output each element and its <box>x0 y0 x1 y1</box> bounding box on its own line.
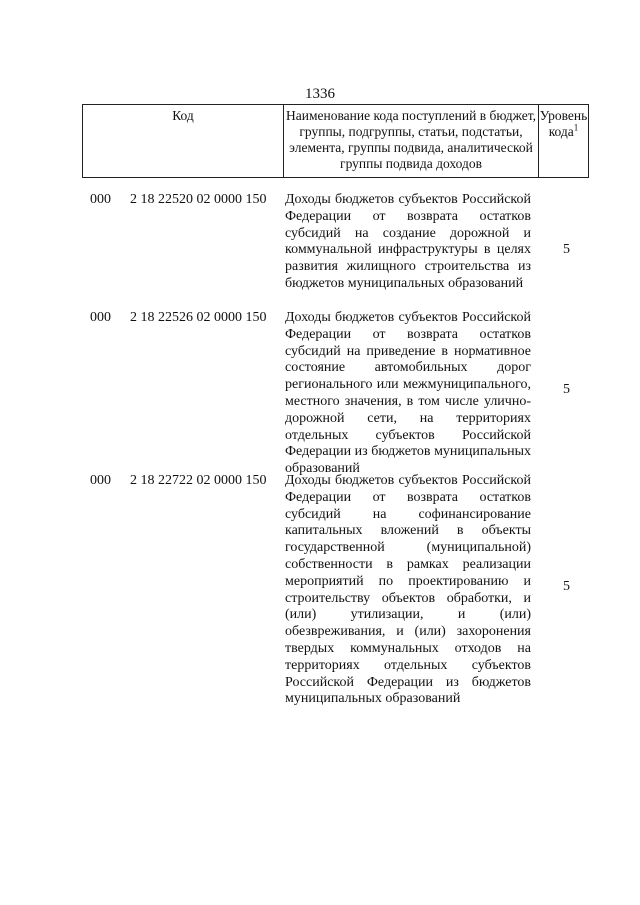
row-admin-code: 000 <box>90 192 111 207</box>
header-name: Наименование кода поступлений в бюджет, группы, подгруппы, статьи, подстатьи, элемента, группы подвида, аналитической группы подвида доходов <box>284 105 539 177</box>
row-code: 2 18 22526 02 0000 150 <box>130 310 267 325</box>
row-code: 2 18 22520 02 0000 150 <box>130 192 267 207</box>
page-number: 1336 <box>305 86 335 102</box>
row-level: 5 <box>563 382 570 397</box>
header-level: Уровень кода <box>539 108 588 139</box>
row-code: 2 18 22722 02 0000 150 <box>130 473 267 488</box>
header-level-footnote: 1 <box>573 122 579 133</box>
row-level: 5 <box>563 579 570 594</box>
table-header <box>82 104 589 178</box>
row-name: Доходы бюджетов субъектов Российской Федерации от возврата остатков субсидий на приведение в нормативное состояние автомобильных дорог регионального или межмуниципального, местного значения, в том числе улично-дорожной сети, на территориях отдельных субъектов Российской Федерации из бюджетов муниципальных образований <box>285 310 531 477</box>
row-level: 5 <box>563 242 570 257</box>
row-admin-code: 000 <box>90 473 111 488</box>
row-admin-code: 000 <box>90 310 111 325</box>
row-name: Доходы бюджетов субъектов Российской Федерации от возврата остатков субсидий на создание дорожной и коммунальной инфраструктуры в целях развития жилищного строительства из бюджетов муниципальных образований <box>285 192 531 291</box>
header-code: Код <box>83 105 284 177</box>
row-name: Доходы бюджетов субъектов Российской Федерации от возврата остатков субсидий на софинансирование капитальных вложений в объекты государственной (муниципальной) собственности в рамках реализации мероприятий по проектированию и строительству объектов обработки, и (или) утилизации, и (или) обезвреживания, и (или) захоронения твердых коммунальных отходов на территориях отдельных субъектов Российской Федерации из бюджетов муниципальных образований <box>285 473 531 707</box>
header-level-cell <box>539 105 588 177</box>
